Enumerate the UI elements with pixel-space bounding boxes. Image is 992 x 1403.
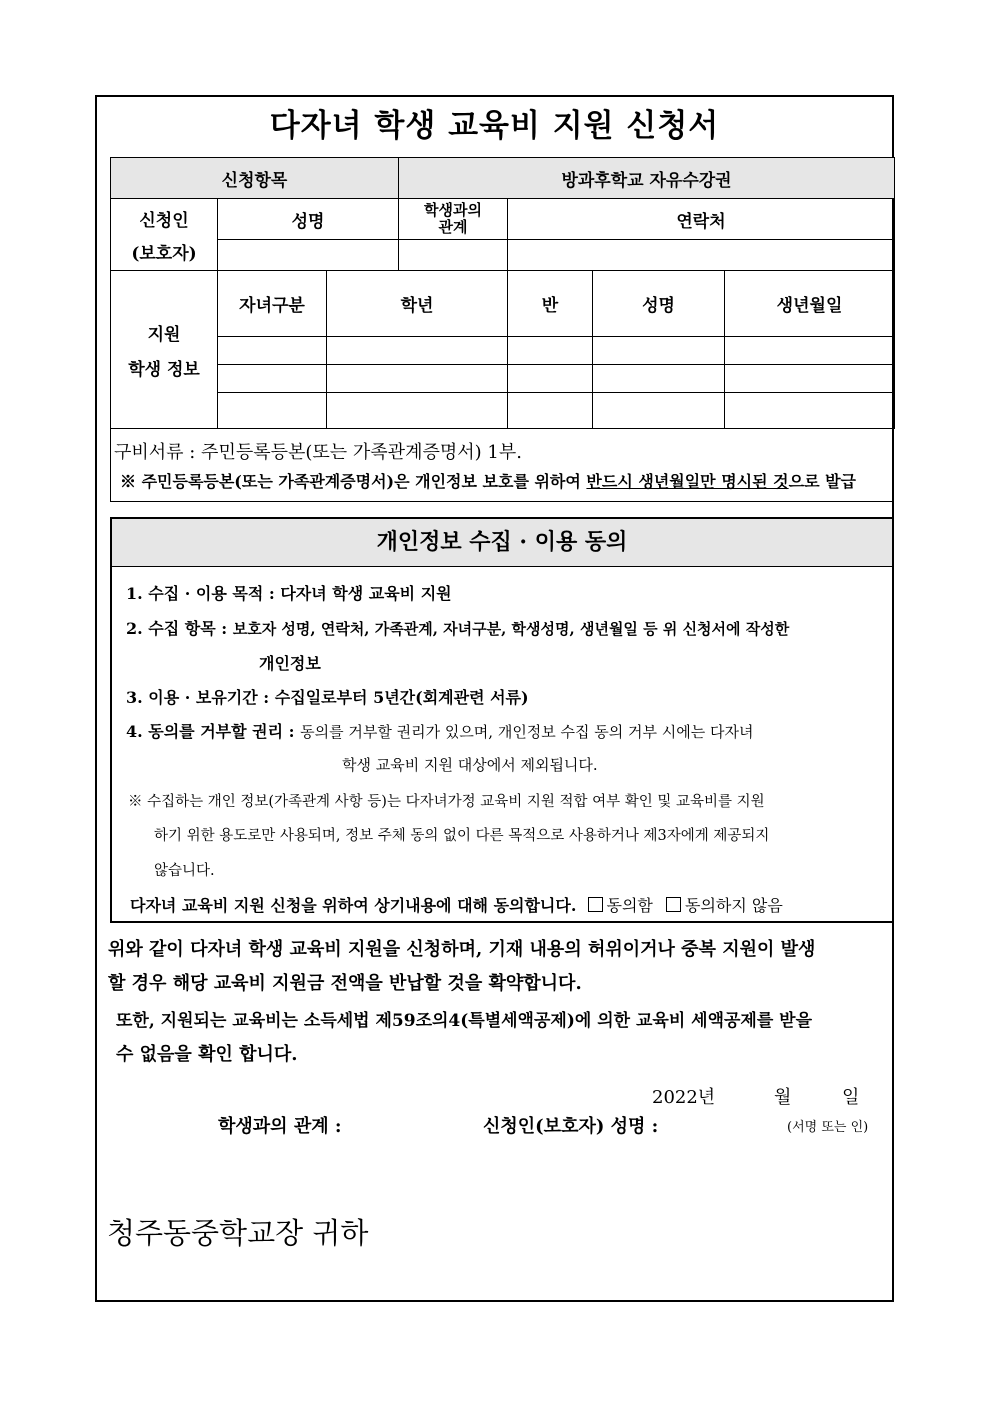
consent-item-2-label: 2. 수집 항목 : [126,619,233,638]
pledge-line3: 또한, 지원되는 교육비는 소득세법 제59조의4(특별세액공제)에 의한 교육비 세액공제를 받을 [116,1011,813,1031]
student-cell[interactable] [593,393,725,429]
guardian-name-field[interactable] [218,240,399,271]
student-info-label [111,271,218,429]
student-cell[interactable] [725,393,895,429]
consent-item-2-text: 보호자 성명, 연락처, 가족관계, 자녀구분, 학생성명, 생년월일 등 위 신청서에 작성한 [232,620,790,638]
pledge-line1: 위와 같이 다자녀 학생 교육비 지원을 신청하며, 기재 내용의 허위이거나 중복 지원이 발생 [108,939,816,960]
consent-item-4-text: 동의를 거부할 권리가 있으며, 개인정보 수집 동의 거부 시에는 다자녀 [300,723,754,741]
applicant-label [111,199,218,271]
consent-section [110,517,894,923]
relation-header-line1: 학생과의 [424,201,482,219]
documents-note-suffix: 으로 발급 [788,472,857,491]
disagree-option[interactable] [666,896,783,915]
student-cell[interactable] [327,337,508,365]
student-cell[interactable] [508,337,593,365]
relation-header-line2: 관계 [438,218,468,236]
pledge-line2: 할 경우 해당 교육비 지원금 전액을 반납할 것을 확약합니다. [108,973,582,994]
col-class: 반 [508,271,593,337]
documents-note [120,469,856,492]
consent-item-3-label: 3. 이용 · 보유기간 : [126,688,275,707]
disagree-option-label: 동의하지 않음 [684,896,783,915]
applicant-label-line1: 신청인 [139,210,189,231]
student-cell[interactable] [508,365,593,393]
required-documents: 구비서류 : 주민등록등본(또는 가족관계증명서) 1부. [114,442,522,463]
agree-option-label: 동의함 [606,896,653,915]
consent-item-4 [126,719,754,742]
consent-item-4-label: 4. 동의를 거부할 권리 : [126,722,301,741]
student-label-line1: 지원 [147,324,181,345]
addressee: 청주동중학교장 귀하 [107,1216,369,1250]
student-cell[interactable] [218,365,327,393]
consent-item-2-cont: 개인정보 [259,654,321,673]
item-value: 방과후학교 자유수강권 [399,158,895,199]
consent-item-3 [126,685,529,708]
contact-field[interactable] [508,240,895,271]
form-title: 다자녀 학생 교육비 지원 신청서 [269,108,720,144]
relation-field[interactable] [399,240,508,271]
consent-item-2 [126,616,789,639]
relation-header [399,199,508,240]
agree-checkbox[interactable] [588,897,603,912]
guardian-name-header: 성명 [218,199,399,240]
date-year: 2022년 [652,1087,716,1108]
agree-option[interactable] [588,896,653,915]
student-cell[interactable] [593,337,725,365]
student-cell[interactable] [327,393,508,429]
student-cell[interactable] [508,393,593,429]
student-cell[interactable] [218,337,327,365]
col-birthdate: 생년월일 [725,271,895,337]
student-cell[interactable] [218,393,327,429]
consent-note-line3: 않습니다. [154,863,215,879]
item-label: 신청항목 [111,158,399,199]
date-month: 월 [774,1087,792,1108]
applicant-sign-label: 신청인(보호자) 성명 : [483,1116,659,1137]
student-cell[interactable] [725,365,895,393]
consent-item-4-cont: 학생 교육비 지원 대상에서 제외됩니다. [342,756,598,774]
student-cell[interactable] [725,337,895,365]
student-cell[interactable] [327,365,508,393]
documents-note-prefix: ※ 주민등록등본(또는 가족관계증명서)은 개인정보 보호를 위하여 [120,472,587,491]
consent-note-line1: ※ 수집하는 개인 정보(가족관계 사항 등)는 다자녀가정 교육비 지원 적합 여부 확인 및 교육비를 지원 [128,794,765,810]
student-label-line2: 학생 정보 [128,359,200,380]
applicant-label-line2: (보호자) [131,243,197,264]
contact-header: 연락처 [508,199,895,240]
consent-item-1 [126,581,452,604]
pledge-line4: 수 없음을 확인 합니다. [116,1044,298,1065]
consent-item-3-text: 수집일로부터 5년간(회계관련 서류) [274,688,529,707]
application-table [110,157,895,429]
col-child-type: 자녀구분 [218,271,327,337]
consent-heading: 개인정보 수집 · 이용 동의 [112,519,892,567]
documents-note-underlined: 반드시 생년월일만 명시된 것 [586,472,789,491]
col-student-name: 성명 [593,271,725,337]
sign-hint: (서명 또는 인) [787,1120,869,1135]
relation-label: 학생과의 관계 : [218,1116,342,1137]
consent-item-1-label: 1. 수집 · 이용 목적 : [126,584,281,603]
disagree-checkbox[interactable] [666,897,681,912]
consent-note-line2: 하기 위한 용도로만 사용되며, 정보 주체 동의 없이 다른 목적으로 사용하거나 제3자에게 제공되지 [154,828,770,844]
consent-agree-statement: 다자녀 교육비 지원 신청을 위하여 상기내용에 대해 동의합니다. [130,896,577,915]
consent-agreement-row [130,893,783,916]
col-grade: 학년 [327,271,508,337]
date-day: 일 [842,1087,860,1108]
consent-item-1-text: 다자녀 학생 교육비 지원 [280,584,452,603]
student-cell[interactable] [593,365,725,393]
